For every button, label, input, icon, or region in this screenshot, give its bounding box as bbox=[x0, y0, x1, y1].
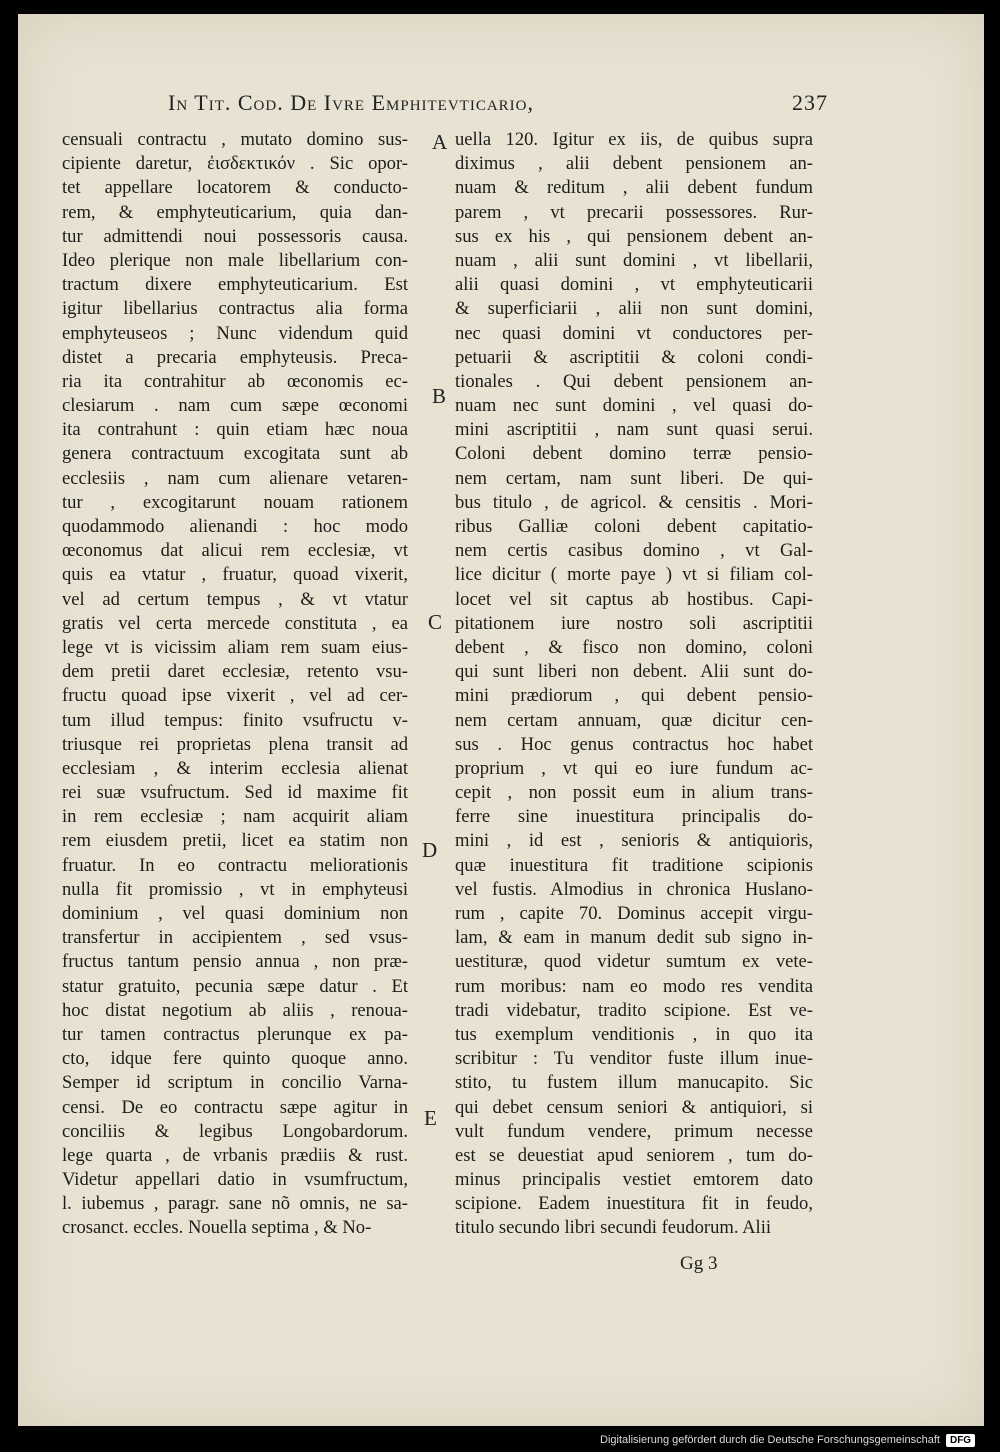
text-line: sus . Hoc genus contractus hoc habet bbox=[455, 733, 813, 755]
text-line: emphyteuseos ; Nunc videndum quid bbox=[62, 322, 408, 344]
text-line: statur gratuito, pecunia sæpe datur . Et bbox=[62, 975, 408, 997]
text-line: fruatur. In eo contractu meliorationis bbox=[62, 854, 408, 876]
text-line: nulla fit promissio , vt in emphyteusi bbox=[62, 878, 408, 900]
text-line: dominium , vel quasi dominium non bbox=[62, 903, 408, 924]
text-line: ribus Galliæ coloni debent capitatio- bbox=[455, 516, 813, 537]
text-line: nem certam annuam, quæ dicitur cen- bbox=[455, 709, 813, 731]
text-line: distet a precaria emphyteusis. Preca- bbox=[62, 346, 408, 368]
text-line: rem, & emphyteuticarium, quia dan- bbox=[62, 201, 408, 223]
text-line: cipiente daretur, ἐισδεκτικόν . Sic opor- bbox=[62, 153, 408, 175]
text-line: tur tamen contractus plerunque ex pa- bbox=[62, 1023, 408, 1045]
text-line: proprium , vt qui eo iure fundum ac- bbox=[455, 757, 813, 779]
text-line: œconomus dat alicui rem ecclesiæ, vt bbox=[62, 540, 408, 562]
text-line: ita contrahunt : quin etiam hæc noua bbox=[62, 419, 408, 441]
text-line: rum moribus: nam eo modo res vendita bbox=[455, 975, 813, 997]
text-line: Ideo plerique non male libellarium con- bbox=[62, 249, 408, 271]
text-line: nuam , alii sunt domini , vt libellarii, bbox=[455, 249, 813, 271]
text-line: lege vt is vicissim aliam rem suam eius- bbox=[62, 636, 408, 658]
text-line: rei suæ vsufructum. Sed id maxime fit bbox=[62, 782, 408, 804]
text-line: nuam & reditum , alii debent fundum bbox=[455, 177, 813, 199]
margin-letter-e: E bbox=[424, 1106, 437, 1130]
text-line: vult fundum vendere, primum necesse bbox=[455, 1120, 813, 1142]
margin-letter-a: A bbox=[432, 130, 448, 154]
text-line: ferre sine inuestitura principalis do- bbox=[455, 806, 813, 828]
text-line: Videtur appellari datio in vsumfructum, bbox=[62, 1169, 408, 1191]
text-line: alii quasi domini , vt emphyteuticarii bbox=[455, 274, 813, 296]
text-line: qui sunt liberi non debent. Alii sunt do- bbox=[455, 661, 813, 683]
text-line: stito, tu fustem illum manucapito. Sic bbox=[455, 1072, 813, 1094]
footer-bar bbox=[600, 1428, 1000, 1452]
footer-credit: Digitalisierung gefördert durch die Deutsche Forschungsgemeinschaft bbox=[600, 1434, 940, 1446]
text-line: tradi videbatur, tradito scipione. Est ve- bbox=[455, 999, 813, 1021]
text-line: rum , capite 70. Dominus accepit virgu- bbox=[455, 903, 813, 924]
text-line: nem certis casibus domino , vt Gal- bbox=[455, 540, 813, 562]
text-line: tet appellare locatorem & conducto- bbox=[62, 177, 408, 199]
signature-mark: Gg 3 bbox=[680, 1253, 718, 1274]
text-line: quæ inuestitura fit traditione scipionis bbox=[455, 854, 813, 876]
text-line: sus ex his , qui pensionem debent an- bbox=[455, 225, 813, 247]
text-line: tionales . Qui debent pensionem an- bbox=[455, 370, 813, 392]
text-line: cepit , non possit eum in alium trans- bbox=[455, 782, 813, 804]
running-title: In Tit. Cod. De Ivre Emphitevticario, bbox=[168, 90, 535, 115]
left-text-column bbox=[62, 128, 408, 1241]
text-line: lege quarta , de vrbanis prædiis & rust. bbox=[62, 1144, 408, 1166]
text-line: crosanct. eccles. Nouella septima , & No- bbox=[62, 1217, 372, 1239]
text-line: Coloni debent domino terræ pensio- bbox=[455, 443, 813, 465]
text-line: in rem ecclesiæ ; nam acquirit aliam bbox=[62, 806, 408, 828]
text-line: mini , id est , senioris & antiquioris, bbox=[455, 830, 813, 852]
text-line: clesiarum . nam cum sæpe œconomi bbox=[62, 395, 408, 417]
text-line: uestituræ, quod videtur sumtum ex vete- bbox=[455, 951, 813, 973]
text-line: fructus tantum pensio annua , non præ- bbox=[62, 951, 408, 973]
text-line: locet vel sit captus ab hostibus. Capi- bbox=[455, 588, 813, 610]
right-text-column bbox=[455, 128, 813, 1241]
text-line: bus titulo , de agricol. & censitis . Mori- bbox=[455, 491, 813, 513]
text-line: debent , & fisco non domino, coloni bbox=[455, 636, 813, 658]
text-line: transfertur in accipientem , sed vsus- bbox=[62, 927, 408, 949]
text-line: lam, & eam in manum dedit sub signo in- bbox=[455, 927, 813, 949]
text-line: cto, idque fere quinto quoque anno. bbox=[62, 1048, 408, 1070]
margin-letter-c: C bbox=[428, 610, 443, 634]
text-line: censi. De eo contractu sæpe agitur in bbox=[62, 1096, 408, 1118]
text-line: ecclesiam , & interim ecclesia alienat bbox=[62, 757, 408, 779]
text-line: petuarii & ascriptitii & coloni condi- bbox=[455, 346, 813, 368]
dfg-logo: DFG bbox=[946, 1434, 975, 1447]
text-line: nec quasi domini vt conductores per- bbox=[455, 322, 813, 344]
text-line: parem , vt precarii possessores. Rur- bbox=[455, 201, 813, 223]
text-line: ria ita contrahitur ab œconomis ec- bbox=[62, 370, 408, 392]
text-line: quodammodo alienandi : hoc modo bbox=[62, 516, 408, 537]
text-line: titulo secundo libri secundi feudorum. Alii bbox=[455, 1217, 772, 1239]
text-line: tus exemplum venditionis , in quo ita bbox=[455, 1023, 813, 1045]
text-line: scribitur : Tu venditor fuste illum inue- bbox=[455, 1048, 813, 1070]
margin-letter-d: D bbox=[422, 838, 438, 862]
text-line: tur admittendi noui possessoris causa. bbox=[62, 225, 408, 247]
text-line: tum illud tempus: finito vsufructu v- bbox=[62, 709, 408, 731]
text-line: ecclesiis , nam cum alienare vetaren- bbox=[62, 467, 408, 489]
text-line: gratis vel certa mercede constituta , ea bbox=[62, 612, 408, 634]
text-line: dem pretii daret ecclesiæ, retento vsu- bbox=[62, 661, 408, 683]
text-line: genera contractuum excogitata sunt ab bbox=[62, 443, 408, 465]
text-line: conciliis & legibus Longobardorum. bbox=[62, 1120, 408, 1142]
running-header bbox=[168, 82, 828, 118]
text-line: triusque rei proprietas plena transit ad bbox=[62, 733, 408, 755]
text-line: quis ea vtatur , fruatur, quoad vixerit, bbox=[62, 564, 408, 586]
text-line: tur , excogitarunt nouam rationem bbox=[62, 491, 408, 513]
text-line: vel ad certum tempus , & vt vtatur bbox=[62, 588, 408, 610]
text-line: scipione. Eadem inuestitura fit in feudo, bbox=[455, 1193, 813, 1215]
text-line: nuam nec sunt domini , vel quasi do- bbox=[455, 395, 813, 417]
text-line: censuali contractu , mutato domino sus- bbox=[62, 129, 408, 150]
text-line: qui debet censum seniori & antiquiori, si bbox=[455, 1096, 813, 1118]
text-line: lice dicitur ( morte paye ) vt si filiam col- bbox=[455, 564, 813, 586]
text-line: est se deuestiat apud seniorem , tum do- bbox=[455, 1144, 813, 1166]
text-line: pitationem iure nostro soli ascriptitii bbox=[455, 612, 813, 634]
text-line: nem certam, nam sunt liberi. De qui- bbox=[455, 467, 813, 489]
text-line: l. iubemus , paragr. sane nõ omnis, ne sa- bbox=[62, 1193, 408, 1215]
text-line: tractum dixere emphyteuticarium. Est bbox=[62, 274, 408, 296]
text-line: mini prædiorum , qui debent pensio- bbox=[455, 685, 813, 707]
page-number: 237 bbox=[792, 90, 828, 115]
margin-letter-b: B bbox=[432, 384, 447, 408]
text-line: rem eiusdem pretii, licet ea statim non bbox=[62, 830, 408, 852]
text-line: uella 120. Igitur ex iis, de quibus supra bbox=[455, 129, 813, 150]
text-line: vel fustis. Almodius in chronica Huslano- bbox=[455, 878, 813, 900]
text-line: & superficiarii , alii non sunt domini, bbox=[455, 298, 813, 320]
text-line: Semper id scriptum in concilio Varna- bbox=[62, 1072, 408, 1094]
text-line: mini ascriptitii , nam sunt quasi serui. bbox=[455, 419, 813, 441]
text-line: igitur libellarius contractus alia forma bbox=[62, 298, 408, 320]
text-line: diximus , alii debent pensionem an- bbox=[455, 153, 813, 175]
text-line: hoc distat negotium ab aliis , renoua- bbox=[62, 999, 408, 1021]
text-line: minus principalis vestiet emtorem dato bbox=[455, 1169, 813, 1191]
text-line: fructu quoad ipse vixerit , vel ad cer- bbox=[62, 685, 408, 707]
